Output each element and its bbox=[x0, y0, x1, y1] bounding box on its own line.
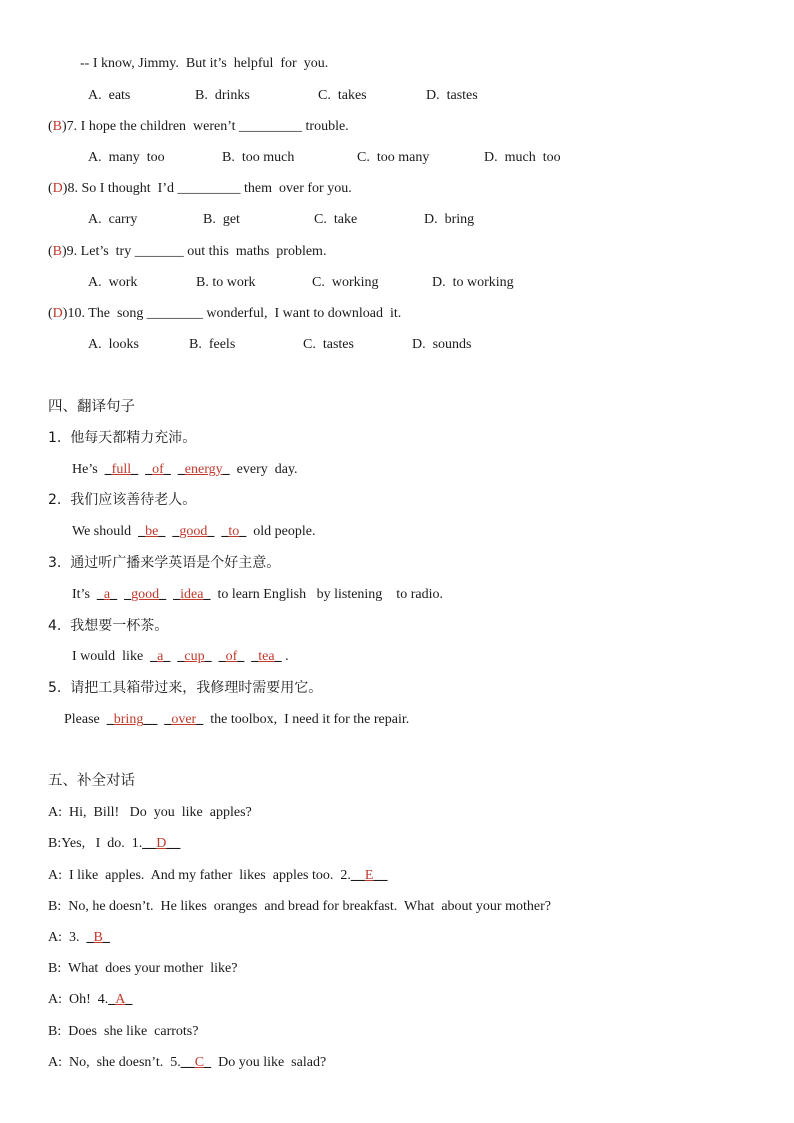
answer-word: idea bbox=[180, 587, 204, 602]
dialogue-line bbox=[48, 803, 252, 823]
blank-underline: _ bbox=[145, 462, 153, 477]
text-run: A: I like apples. And my father likes apples too. 2. bbox=[48, 868, 351, 883]
blank-underline: __ bbox=[350, 868, 365, 883]
text-run: A: No, she doesn’t. 5. bbox=[48, 1055, 181, 1070]
blank-underline: _ bbox=[125, 992, 133, 1007]
blank-underline: __ bbox=[166, 836, 181, 851]
option-d: D. to working bbox=[432, 275, 514, 290]
answer: B bbox=[52, 119, 63, 134]
blank-underline: _ bbox=[159, 587, 167, 602]
text-run: old people. bbox=[246, 524, 316, 539]
blank-underline: _ bbox=[131, 462, 139, 477]
text-run: A: Oh! 4. bbox=[48, 992, 109, 1007]
answer-word: of bbox=[152, 462, 164, 477]
translation-prompt: 3. 通过听广播来学英语是个好主意。 bbox=[48, 555, 281, 571]
dialogue-line bbox=[48, 990, 132, 1010]
blank-underline: __ bbox=[142, 836, 157, 851]
text-run: A: 3. bbox=[48, 930, 87, 945]
translation-prompt: 2. 我们应该善待老人。 bbox=[48, 492, 197, 508]
answer-word: full bbox=[111, 462, 132, 477]
blank: ________ bbox=[146, 306, 203, 321]
translation-prompt: 4. 我想要一杯茶。 bbox=[48, 618, 169, 634]
blank-underline: _ bbox=[221, 524, 229, 539]
option-c: C. takes bbox=[318, 88, 367, 103]
blank-underline: _ bbox=[172, 524, 180, 539]
option-c: C. too many bbox=[357, 150, 430, 165]
text-run: to learn English by listening to radio. bbox=[210, 587, 443, 602]
text-run: We should bbox=[72, 524, 139, 539]
blank-underline: _ bbox=[163, 462, 171, 477]
option-b: B. to work bbox=[196, 275, 256, 290]
answer: D bbox=[52, 181, 63, 196]
translation-answer bbox=[72, 522, 315, 542]
option-d: D. much too bbox=[484, 150, 561, 165]
text-run: He’s bbox=[72, 462, 105, 477]
text-run: B: No, he doesn’t. He likes oranges and bread for breakfast. What about your mother? bbox=[48, 899, 551, 914]
blank: _________ bbox=[177, 181, 241, 196]
question-7: (B)7. I hope the children weren’t _________ trouble. bbox=[48, 119, 349, 134]
question-10: (D)10. The song ________ wonderful, I want to download it. bbox=[48, 306, 402, 321]
answer-word: of bbox=[225, 649, 238, 664]
blank-underline: _ bbox=[150, 649, 158, 664]
answer-word: E bbox=[364, 868, 374, 883]
section-heading: 四、翻译句子 bbox=[48, 399, 135, 415]
translation-answer bbox=[72, 585, 443, 605]
text-run: It’s bbox=[72, 587, 97, 602]
blank-underline: _ bbox=[158, 524, 166, 539]
blank-underline: _ bbox=[218, 649, 226, 664]
blank-underline: __ bbox=[180, 1055, 195, 1070]
dialogue-line bbox=[48, 1053, 326, 1073]
answer-word: cup bbox=[184, 649, 205, 664]
text-run: B:Yes, I do. 1. bbox=[48, 836, 143, 851]
dialogue-line bbox=[48, 1022, 198, 1042]
blank-underline: __ bbox=[143, 712, 158, 727]
text-run bbox=[212, 649, 219, 664]
blank-underline: _ bbox=[196, 712, 204, 727]
translation-prompt: 1. 他每天都精力充沛。 bbox=[48, 430, 197, 446]
translation-answer bbox=[72, 460, 298, 480]
blank-underline: _ bbox=[251, 649, 259, 664]
blank-underline: _ bbox=[86, 930, 94, 945]
blank: _______ bbox=[134, 244, 184, 259]
answer-word: a bbox=[103, 587, 111, 602]
option-c: C. take bbox=[314, 212, 358, 227]
option-d: D. bring bbox=[424, 212, 475, 227]
answer-word: be bbox=[145, 524, 159, 539]
blank-underline: _ bbox=[203, 587, 211, 602]
text-run: I would like bbox=[72, 649, 151, 664]
text-run: Please bbox=[64, 712, 107, 727]
answer-word: to bbox=[228, 524, 240, 539]
blank-underline: _ bbox=[177, 462, 185, 477]
blank-underline: _ bbox=[96, 587, 104, 602]
answer-word: good bbox=[179, 524, 208, 539]
text-run: every day. bbox=[229, 462, 298, 477]
option-d: D. tastes bbox=[426, 88, 478, 103]
dialogue-line: -- I know, Jimmy. But it’s helpful for you. bbox=[80, 56, 329, 71]
text-run bbox=[171, 462, 178, 477]
answer-word: a bbox=[157, 649, 164, 664]
blank-underline: _ bbox=[104, 462, 112, 477]
answer-word: C bbox=[194, 1055, 205, 1070]
blank-underline: _ bbox=[106, 712, 114, 727]
blank-underline: _ bbox=[207, 524, 215, 539]
blank-underline: _ bbox=[204, 649, 212, 664]
dialogue-line bbox=[48, 866, 387, 886]
blank-underline: _ bbox=[239, 524, 247, 539]
question-9: (B)9. Let’s try _______ out this maths problem. bbox=[48, 244, 327, 259]
text-run: A: Hi, Bill! Do you like apples? bbox=[48, 805, 252, 820]
answer: B bbox=[52, 244, 63, 259]
blank-underline: _ bbox=[108, 992, 116, 1007]
option-a: A. eats bbox=[88, 88, 131, 103]
option-c: C. working bbox=[312, 275, 379, 290]
option-a: A. carry bbox=[88, 212, 138, 227]
dialogue-line bbox=[48, 928, 110, 948]
option-b: B. get bbox=[203, 212, 240, 227]
text-run: B: What does your mother like? bbox=[48, 961, 238, 976]
answer-word: D bbox=[156, 836, 167, 851]
blank-underline: _ bbox=[177, 649, 185, 664]
answer-word: energy bbox=[184, 462, 223, 477]
blank-underline: _ bbox=[204, 1055, 212, 1070]
blank-underline: _ bbox=[274, 649, 282, 664]
answer-word: A bbox=[115, 992, 126, 1007]
text-run: . bbox=[281, 649, 289, 664]
text-run: Do you like salad? bbox=[211, 1055, 327, 1070]
answer-word: good bbox=[131, 587, 160, 602]
answer-word: tea bbox=[258, 649, 275, 664]
option-c: C. tastes bbox=[303, 337, 354, 352]
blank: _________ bbox=[239, 119, 303, 134]
blank-underline: _ bbox=[110, 587, 118, 602]
dialogue-line bbox=[48, 897, 551, 917]
text-run: B: Does she like carrots? bbox=[48, 1024, 199, 1039]
option-a: A. work bbox=[88, 275, 138, 290]
option-d: D. sounds bbox=[412, 337, 472, 352]
blank-underline: _ bbox=[138, 524, 146, 539]
blank-underline: _ bbox=[173, 587, 181, 602]
option-b: B. drinks bbox=[195, 88, 250, 103]
dialogue-line bbox=[48, 959, 237, 979]
blank-underline: _ bbox=[237, 649, 245, 664]
question-8: (D)8. So I thought I’d _________ them over for you. bbox=[48, 181, 352, 196]
blank-underline: _ bbox=[102, 930, 110, 945]
blank-underline: _ bbox=[124, 587, 132, 602]
answer-word: B bbox=[93, 930, 103, 945]
option-b: B. feels bbox=[189, 337, 236, 352]
translation-prompt: 5. 请把工具箱带过来，我修理时需要用它。 bbox=[48, 680, 323, 696]
blank-underline: __ bbox=[373, 868, 388, 883]
option-a: A. looks bbox=[88, 337, 139, 352]
option-b: B. too much bbox=[222, 150, 295, 165]
answer-word: bring bbox=[113, 712, 144, 727]
blank-underline: _ bbox=[163, 649, 171, 664]
answer-word: over bbox=[171, 712, 197, 727]
dialogue-line bbox=[48, 834, 180, 854]
option-a: A. many too bbox=[88, 150, 165, 165]
answer: D bbox=[52, 306, 63, 321]
text-run: the toolbox, I need it for the repair. bbox=[203, 712, 410, 727]
translation-answer bbox=[64, 710, 409, 730]
translation-answer bbox=[72, 647, 289, 667]
section-heading: 五、补全对话 bbox=[48, 773, 135, 789]
blank-underline: _ bbox=[222, 462, 230, 477]
blank-underline: _ bbox=[164, 712, 172, 727]
